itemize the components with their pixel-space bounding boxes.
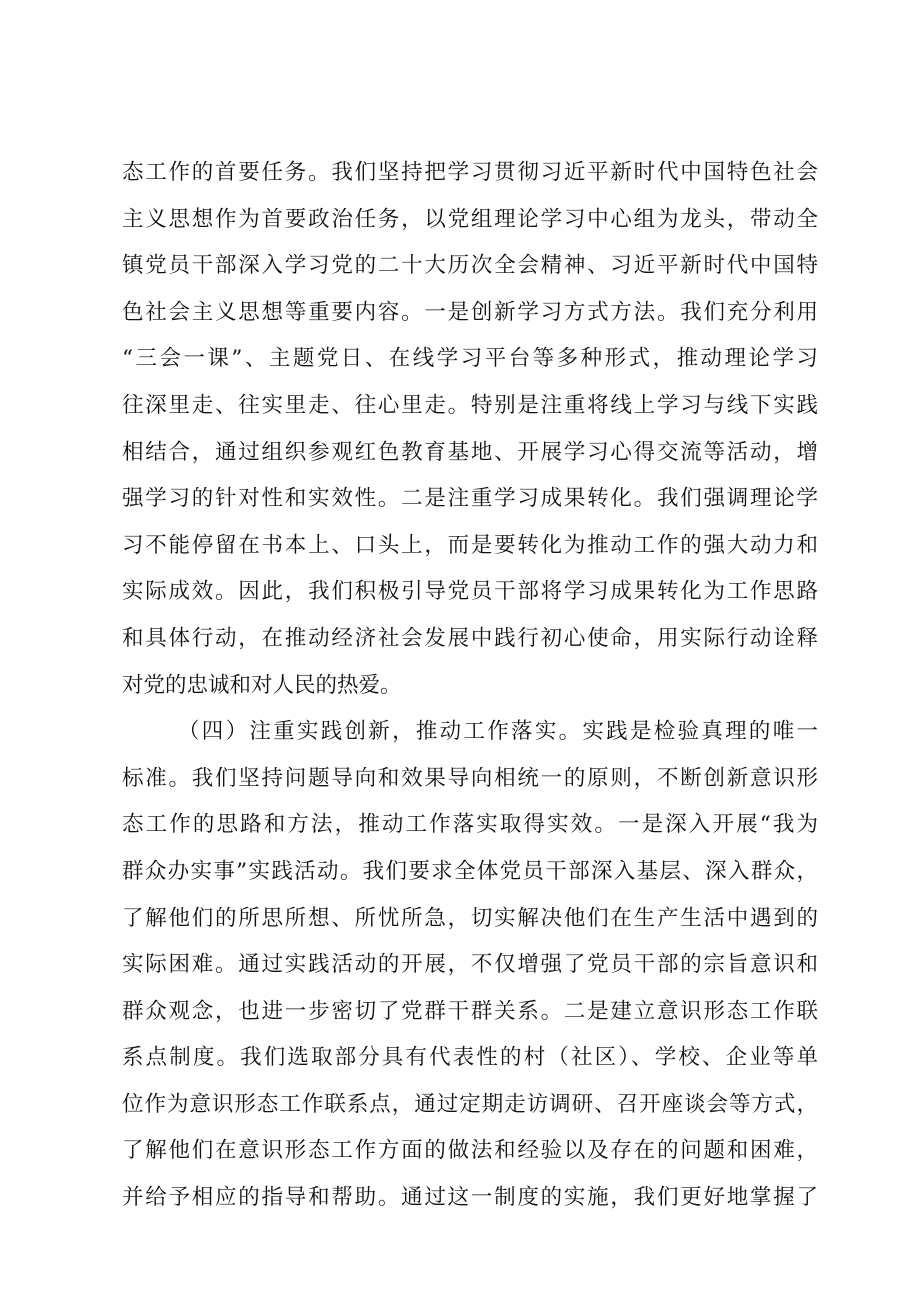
section-heading-line: （四）注重实践创新，推动工作落实。实践是检验真理的唯一 [178,719,818,745]
text-line: “三会一课”、主题党日、在线学习平台等多种形式，推动理论学习 [122,346,818,372]
text-line: 并给予相应的指导和帮助。通过这一制度的实施，我们更好地掌握了 [122,1185,818,1211]
paragraph-end-line: 对党的忠诚和对人民的热爱。 [122,672,402,698]
text-line: 色社会主义思想等重要内容。一是创新学习方式方法。我们充分利用 [122,299,818,325]
text-line: 位作为意识形态工作联系点，通过定期走访调研、召开座谈会等方式， [122,1091,818,1117]
text-line: 态工作的首要任务。我们坚持把学习贯彻习近平新时代中国特色社会 [122,160,818,185]
body-text [122,150,818,1222]
text-line: 系点制度。我们选取部分具有代表性的村（社区）、学校、企业等单 [122,1045,818,1071]
text-line: 镇党员干部深入学习党的二十大历次全会精神、习近平新时代中国特 [122,253,818,279]
text-line: 了解他们的所思所想、所忧所急，切实解决他们在生产生活中遇到的 [122,905,818,931]
text-line: 标准。我们坚持问题导向和效果导向相统一的原则，不断创新意识形 [122,765,818,791]
text-line: 强学习的针对性和实效性。二是注重学习成果转化。我们强调理论学 [122,486,818,512]
text-line: 群众办实事”实践活动。我们要求全体党员干部深入基层、深入群众， [122,858,818,884]
text-line: 和具体行动，在推动经济社会发展中践行初心使命，用实际行动诠释 [122,625,818,651]
text-line: 实际成效。因此，我们积极引导党员干部将学习成果转化为工作思路 [122,579,818,605]
text-line: 态工作的思路和方法，推动工作落实取得实效。一是深入开展“我为 [122,812,818,838]
text-line: 主义思想作为首要政治任务，以党组理论学习中心组为龙头，带动全 [122,206,818,232]
text-line: 群众观念，也进一步密切了党群干群关系。二是建立意识形态工作联 [122,998,818,1024]
text-line: 习不能停留在书本上、口头上，而是要转化为推动工作的强大动力和 [122,532,818,558]
text-line: 相结合，通过组织参观红色教育基地、开展学习心得交流等活动，增 [122,439,818,465]
text-line: 往深里走、往实里走、往心里走。特别是注重将线上学习与线下实践 [122,392,818,418]
text-line: 实际困难。通过实践活动的开展，不仅增强了党员干部的宗旨意识和 [122,952,818,978]
text-line: 了解他们在意识形态工作方面的做法和经验以及存在的问题和困难， [122,1138,818,1164]
